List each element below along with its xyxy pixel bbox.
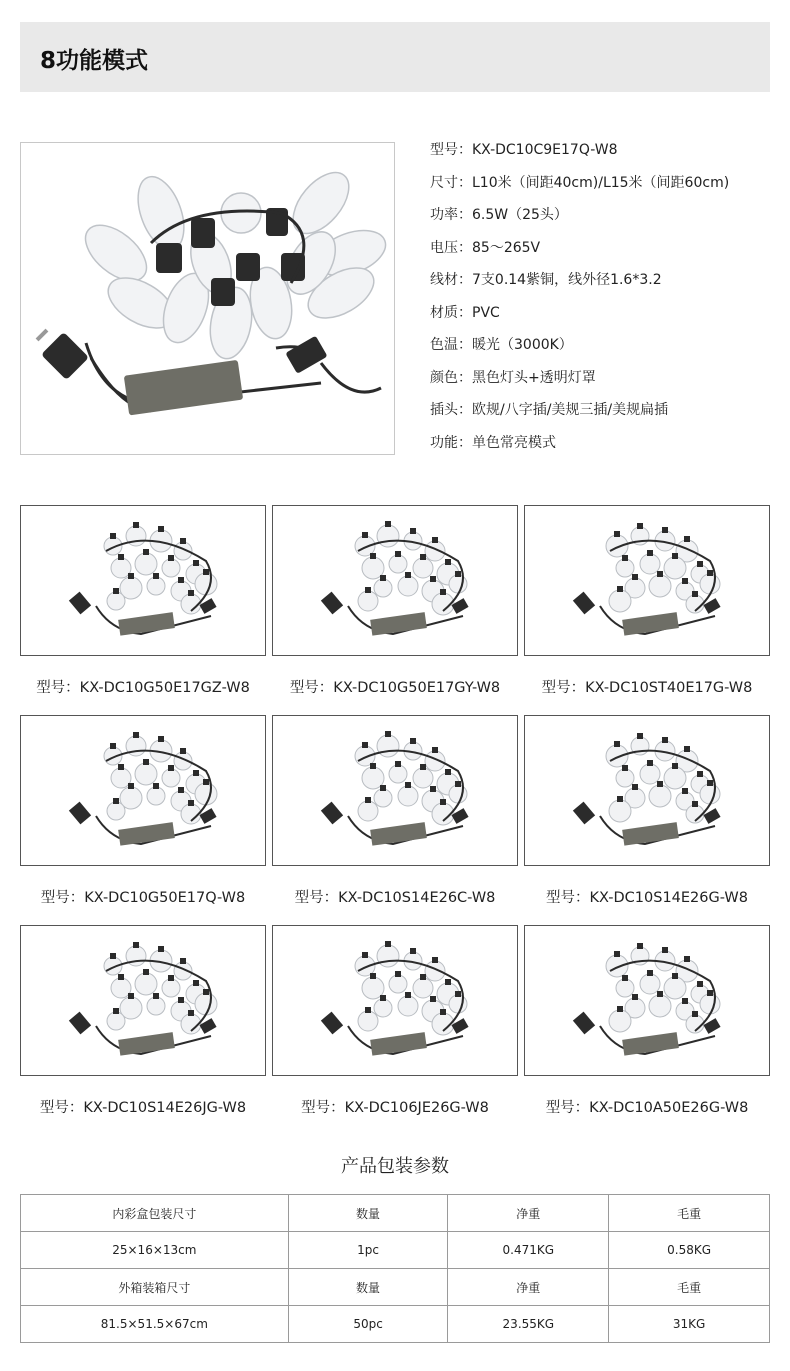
spec-row-power [430,199,780,232]
table-row [21,1232,770,1269]
table-cell: 净重 [448,1269,609,1306]
variant-image [20,715,266,866]
spec-row-color [430,362,780,395]
table-cell: 净重 [448,1195,609,1232]
spec-value: 欧规/八字插/美规三插/美规扁插 [472,402,669,418]
spec-row-color-temp [430,329,780,362]
spec-value: 黑色灯头+透明灯罩 [472,369,596,386]
spec-value: PVC [472,304,500,321]
table-cell: 31KG [609,1306,770,1343]
spec-label: 材质： [430,304,472,321]
table-row [21,1195,770,1232]
variant-caption: 型号：KX-DC10G50E17Q-W8 [40,890,246,906]
table-cell: 1pc [288,1232,448,1269]
spec-label: 功能： [430,434,472,451]
spec-value: L10米（间距40cm)/L15米（间距60cm) [472,174,730,191]
variant-image [272,715,518,866]
table-cell: 25×16×13cm [21,1232,289,1269]
variant-image [524,505,770,656]
table-cell: 50pc [288,1306,448,1343]
variant-caption: 型号：KX-DC106JE26G-W8 [301,1100,489,1116]
section-title: 8功能模式 [40,48,149,74]
variant-caption: 型号：KX-DC10S14E26G-W8 [546,890,748,906]
spec-value: 单色常亮模式 [472,434,556,451]
spec-list [430,134,780,459]
table-cell: 毛重 [609,1269,770,1306]
table-cell: 数量 [288,1269,448,1306]
variant-caption: 型号：KX-DC10A50E26G-W8 [545,1100,749,1116]
spec-label: 尺寸： [430,174,472,191]
packaging-table [20,1194,770,1343]
variant-caption: 型号：KX-DC10ST40E17G-W8 [541,680,753,696]
variant-image [524,715,770,866]
table-row [21,1269,770,1306]
spec-value: 暖光（3000K） [472,337,573,353]
spec-label: 色温： [430,337,472,353]
spec-label: 型号： [430,142,472,158]
section-header [20,22,770,92]
table-cell: 内彩盒包装尺寸 [21,1195,289,1232]
variant-caption: 型号：KX-DC10S14E26JG-W8 [39,1100,247,1116]
spec-label: 线材： [430,272,472,288]
table-cell: 毛重 [609,1195,770,1232]
variant-caption: 型号：KX-DC10G50E17GZ-W8 [36,680,250,696]
spec-value: 7支0.14紫铜，线外径1.6*3.2 [472,272,662,288]
variant-image [524,925,770,1076]
spec-row-model [430,134,780,167]
spec-row-material [430,297,780,330]
variant-image [20,505,266,656]
spec-label: 颜色： [430,369,472,386]
variant-caption: 型号：KX-DC10G50E17GY-W8 [289,680,501,696]
spec-label: 插头： [430,402,472,418]
table-cell: 81.5×51.5×67cm [21,1306,289,1343]
table-cell: 0.471KG [448,1232,609,1269]
spec-value: 6.5W（25头） [472,207,568,223]
main-product-image [20,142,395,455]
variant-image [272,505,518,656]
table-cell: 数量 [288,1195,448,1232]
variant-caption: 型号：KX-DC10S14E26C-W8 [294,890,496,906]
spec-value: 85～265V [472,239,541,256]
spec-label: 功率： [430,207,472,223]
spec-value: KX-DC10C9E17Q-W8 [472,142,618,158]
spec-row-size [430,167,780,200]
spec-row-function [430,427,780,460]
packaging-title: 产品包装参数 [341,1156,449,1177]
table-cell: 23.55KG [448,1306,609,1343]
table-row [21,1306,770,1343]
table-cell: 0.58KG [609,1232,770,1269]
spec-row-wire [430,264,780,297]
spec-label: 电压： [430,239,472,256]
spec-row-voltage [430,232,780,265]
variant-image [272,925,518,1076]
variant-image [20,925,266,1076]
spec-row-plug [430,394,780,427]
table-cell: 外箱装箱尺寸 [21,1269,289,1306]
